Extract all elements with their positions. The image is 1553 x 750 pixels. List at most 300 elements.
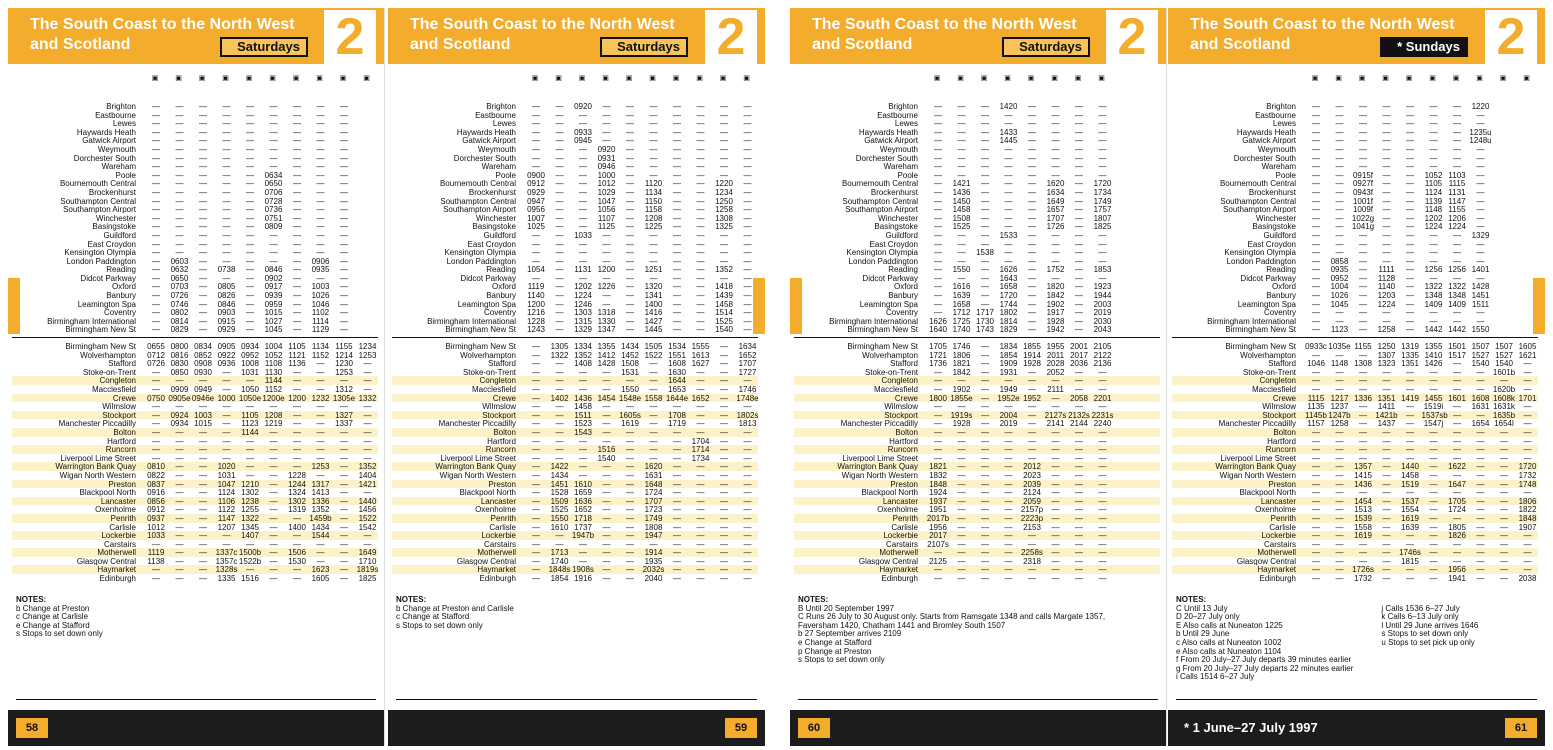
station-name: Lancaster <box>1260 496 1296 506</box>
departure-time: 1144 <box>264 376 283 386</box>
departure-time: — <box>1382 496 1391 506</box>
departure-time: 0935 <box>1330 265 1349 275</box>
station-name: Lewes <box>894 119 918 129</box>
departure-time: — <box>673 565 681 575</box>
departure-time: — <box>555 385 564 394</box>
departure-time: 1015 <box>194 419 212 429</box>
departure-time: 1525 <box>952 222 971 232</box>
departure-time: — <box>293 376 301 386</box>
departure-time: — <box>532 453 540 463</box>
departure-time: — <box>1500 522 1508 532</box>
departure-time: — <box>1075 196 1083 206</box>
departure-time: 1407 <box>241 531 259 541</box>
departure-time: — <box>1429 522 1438 532</box>
departure-time: — <box>934 308 942 318</box>
departure-time: — <box>957 470 966 480</box>
departure-time: — <box>152 153 160 163</box>
departure-time: 0829 <box>170 325 189 335</box>
departure-time: — <box>720 539 728 549</box>
departure-time: 1605 <box>1518 342 1537 352</box>
departure-time: 1139 <box>1424 196 1443 206</box>
departure-time: — <box>743 376 752 386</box>
departure-time: — <box>246 565 254 575</box>
departure-time: — <box>696 179 705 189</box>
reservation-icon: ▣ <box>222 75 229 82</box>
departure-time: — <box>602 436 611 446</box>
departure-time: 1341 <box>644 291 663 301</box>
departure-time: — <box>1429 230 1438 240</box>
table-row <box>392 205 758 214</box>
station-name: Wareham <box>1261 162 1296 172</box>
departure-time: — <box>293 367 301 377</box>
departure-time: 0805 <box>217 282 236 292</box>
departure-time: 1707 <box>644 496 663 506</box>
departure-time: — <box>1429 505 1438 515</box>
station-name: Wolverhampton <box>460 350 516 360</box>
departure-time: 2017b <box>926 513 950 523</box>
table-row <box>12 488 378 497</box>
departure-time: 1200e <box>262 393 285 403</box>
departure-time: — <box>981 230 989 240</box>
departure-time: — <box>696 462 705 472</box>
departure-time: — <box>1453 316 1461 326</box>
timetable-page <box>1168 8 1545 746</box>
departure-time: 1853 <box>1093 265 1112 275</box>
page-footer <box>8 710 384 746</box>
departure-time: — <box>579 445 587 455</box>
departure-time: 0852 <box>194 350 212 360</box>
departure-time: — <box>1359 548 1367 558</box>
departure-time: 1348 <box>1424 291 1443 301</box>
table-row <box>794 505 1160 514</box>
departure-time: — <box>175 470 184 480</box>
station-name: East Croydon <box>1247 239 1296 249</box>
departure-time: — <box>626 119 634 129</box>
departure-time: — <box>1359 230 1367 240</box>
departure-time: 1020 <box>217 462 236 472</box>
departure-time: 1942 <box>1046 325 1065 335</box>
departure-time: 2122 <box>1093 350 1112 360</box>
departure-time: — <box>1335 162 1344 172</box>
timetable <box>392 72 758 583</box>
table-row <box>1172 240 1538 249</box>
departure-time: — <box>1312 153 1320 163</box>
departure-time: — <box>555 419 564 429</box>
departure-time: — <box>175 196 184 206</box>
table-row <box>794 497 1160 506</box>
departure-time: 1608k <box>1493 393 1515 403</box>
departure-time: — <box>199 436 207 446</box>
departure-time: — <box>363 427 372 437</box>
departure-time: — <box>1075 565 1083 575</box>
departure-time: — <box>1335 179 1344 189</box>
departure-time: 1357c <box>215 556 238 566</box>
departure-time: — <box>1359 402 1367 412</box>
departure-time: — <box>673 102 681 111</box>
departure-time: 1319 <box>1401 342 1419 352</box>
departure-time: — <box>1098 522 1107 532</box>
departure-time: — <box>340 565 348 575</box>
departure-time: — <box>1004 196 1013 206</box>
departure-time: — <box>720 153 728 163</box>
departure-time: 1120 <box>644 179 663 189</box>
departure-time: — <box>222 436 231 446</box>
departure-time: 2107s <box>927 539 949 549</box>
departure-time: 0929 <box>527 187 545 197</box>
station-name: Congleton <box>881 376 918 386</box>
departure-time: 1317 <box>311 479 330 489</box>
departure-time: 0736 <box>264 205 283 215</box>
departure-time: — <box>981 102 989 111</box>
departure-time: — <box>1335 127 1344 137</box>
departure-time: — <box>1098 248 1107 258</box>
departure-time: 1558 <box>644 393 663 403</box>
departure-time: — <box>1098 385 1107 394</box>
departure-time: — <box>1004 179 1013 189</box>
departure-time: — <box>1051 273 1060 283</box>
service-symbols <box>392 72 758 102</box>
departure-time: 1155 <box>1354 342 1372 352</box>
departure-time: — <box>696 119 705 129</box>
departure-time: — <box>1098 110 1107 120</box>
departure-time: — <box>1476 213 1485 223</box>
departure-time: — <box>316 419 325 429</box>
departure-time: — <box>1429 470 1438 480</box>
departure-time: 2141 <box>1046 419 1065 429</box>
departure-time: 1550 <box>1471 325 1490 335</box>
departure-time: — <box>934 153 942 163</box>
station-name: Bournemouth Central <box>1219 179 1296 189</box>
departure-time: — <box>363 488 372 498</box>
table-row <box>794 111 1160 120</box>
departure-time: — <box>579 548 587 558</box>
departure-time: 1419 <box>1401 393 1419 403</box>
departure-time: 1228 <box>527 316 545 326</box>
departure-time: 1736 <box>929 359 947 369</box>
station-name: Lewes <box>112 119 136 129</box>
station-name: Wolverhampton <box>1240 350 1296 360</box>
departure-time: — <box>1476 187 1485 197</box>
reservation-icon: ▣ <box>1004 75 1011 82</box>
table-row <box>12 265 378 274</box>
departure-time: — <box>316 556 325 566</box>
departure-time: — <box>1028 376 1036 386</box>
station-name: Banbury <box>486 291 516 301</box>
departure-time: — <box>1453 153 1461 163</box>
departure-time: — <box>981 162 989 172</box>
departure-time: 1413 <box>311 488 330 498</box>
departure-time: — <box>1098 505 1107 515</box>
table-row <box>1172 214 1538 223</box>
departure-time: — <box>1004 402 1013 412</box>
departure-time: 1050 <box>241 385 259 394</box>
departure-time: 1320 <box>644 282 663 292</box>
departure-time: — <box>1335 505 1344 515</box>
station-name: London Paddington <box>1226 256 1296 266</box>
departure-time: — <box>1429 513 1438 523</box>
departure-time: — <box>222 136 231 146</box>
departure-time: — <box>1453 230 1461 240</box>
departure-time: — <box>626 325 634 335</box>
departure-time: — <box>743 110 752 120</box>
departure-time: 1329 <box>1471 230 1490 240</box>
departure-time: 0905e <box>168 393 191 403</box>
station-name: Wigan North Western <box>841 470 918 480</box>
departure-time: — <box>152 291 160 301</box>
departure-time: — <box>1051 522 1060 532</box>
departure-time: 1458 <box>574 402 592 412</box>
departure-time: 1134 <box>644 187 663 197</box>
departure-time: — <box>293 230 301 240</box>
departure-time: 2040 <box>644 574 663 584</box>
station-name: Macclesfield <box>91 385 136 394</box>
departure-time: — <box>602 385 611 394</box>
departure-time: 1327 <box>335 410 353 420</box>
departure-time: — <box>649 162 658 172</box>
departure-time: — <box>1312 316 1320 326</box>
departure-time: — <box>579 213 587 223</box>
reservation-icon: ▣ <box>1429 75 1436 82</box>
departure-time: — <box>981 445 989 455</box>
departure-time: — <box>696 162 705 172</box>
table-row <box>392 480 758 489</box>
departure-time: — <box>316 222 325 232</box>
departure-time: — <box>1028 273 1036 283</box>
departure-time: — <box>1406 376 1414 386</box>
station-name: Guildford <box>885 230 918 240</box>
departure-time: 1527 <box>1495 350 1513 360</box>
departure-time: 0632 <box>170 265 189 275</box>
table-row <box>12 419 378 428</box>
departure-time: — <box>1098 488 1107 498</box>
departure-time: — <box>152 539 160 549</box>
table-row <box>1172 136 1538 145</box>
departure-time: 1746 <box>952 342 971 352</box>
departure-time: — <box>696 470 705 480</box>
departure-time: 1325 <box>715 222 733 232</box>
departure-time: — <box>222 531 231 541</box>
departure-time: — <box>579 256 587 266</box>
departure-time: 1928 <box>1046 316 1065 326</box>
departure-time: — <box>696 513 705 523</box>
departure-time: — <box>199 162 207 172</box>
departure-time: — <box>1004 462 1013 472</box>
day-label: Saturdays <box>600 37 688 57</box>
table-row <box>392 368 758 377</box>
departure-time: 1258 <box>1330 419 1349 429</box>
departure-time: — <box>1429 127 1438 137</box>
station-name: Penrith <box>110 513 136 523</box>
departure-time: — <box>1335 479 1344 489</box>
departure-time: — <box>1098 170 1107 180</box>
departure-time: — <box>1382 256 1391 266</box>
departure-time: — <box>957 248 966 258</box>
departure-time: — <box>1028 427 1036 437</box>
departure-time: 2058 <box>1070 393 1088 403</box>
departure-time: 1501 <box>1448 342 1466 352</box>
departure-time: 1033 <box>574 230 592 240</box>
table-row <box>12 179 378 188</box>
departure-time: 1056 <box>597 205 616 215</box>
station-name: Oxford <box>1271 282 1296 292</box>
departure-time: — <box>981 496 989 506</box>
departure-time: — <box>1406 488 1414 498</box>
departure-time: — <box>222 222 231 232</box>
table-row <box>392 102 758 111</box>
departure-time: — <box>1312 453 1320 463</box>
notes-column <box>798 605 1105 665</box>
departure-time: 1955 <box>1046 342 1065 352</box>
departure-time: — <box>720 127 728 137</box>
departure-time: 1714 <box>691 445 710 455</box>
station-name: Weymouth <box>879 144 918 154</box>
departure-time: 1319 <box>288 505 306 515</box>
departure-time: — <box>340 539 348 549</box>
table-row <box>1172 351 1538 360</box>
departure-time: — <box>1359 316 1367 326</box>
departure-time: — <box>1335 239 1344 249</box>
departure-time: — <box>152 162 160 172</box>
departure-time: 2258s <box>1021 548 1043 558</box>
departure-time: 0920 <box>597 144 616 154</box>
departure-time: — <box>1312 556 1320 566</box>
departure-time: — <box>316 539 325 549</box>
departure-time: — <box>743 213 752 223</box>
departure-time: 1230 <box>335 359 353 369</box>
departure-time: — <box>981 427 989 437</box>
departure-time: — <box>222 110 231 120</box>
station-name: Haywards Heath <box>456 127 516 137</box>
departure-time: — <box>1429 110 1438 120</box>
reservation-icon: ▣ <box>269 75 276 82</box>
table-row <box>794 197 1160 206</box>
departure-time: 1105 <box>1424 179 1443 189</box>
departure-time: — <box>246 222 254 232</box>
departure-time: 1148 <box>1330 359 1349 369</box>
departure-time: — <box>743 548 752 558</box>
departure-time: 1907 <box>1518 522 1537 532</box>
departure-time: — <box>555 162 564 172</box>
departure-time: 1328s <box>215 565 238 575</box>
departure-time: — <box>957 479 966 489</box>
departure-time: — <box>1051 119 1060 129</box>
reservation-icon: ▣ <box>696 75 703 82</box>
table-row <box>1172 111 1538 120</box>
departure-time: 1220 <box>715 179 733 189</box>
departure-time: — <box>649 445 658 455</box>
departure-time: — <box>555 256 564 266</box>
departure-time: 1719 <box>668 419 686 429</box>
departure-time: — <box>199 230 207 240</box>
departure-time: — <box>743 436 752 446</box>
page-footer <box>388 710 765 746</box>
departure-time: — <box>649 170 658 180</box>
departure-time: 1147 <box>1448 196 1466 206</box>
departure-time: — <box>269 445 278 455</box>
departure-time: — <box>1335 453 1344 463</box>
table-row <box>392 342 758 351</box>
station-name: Winchester <box>475 213 516 223</box>
departure-time: — <box>363 531 372 541</box>
departure-time: — <box>696 291 705 301</box>
departure-time: 0810 <box>147 462 165 472</box>
departure-time: — <box>1098 427 1107 437</box>
departure-time: — <box>175 119 184 129</box>
departure-time: — <box>626 265 634 275</box>
station-name: Southampton Airport <box>63 205 136 215</box>
departure-time: 1128 <box>1377 273 1396 283</box>
departure-time: 1124 <box>217 488 236 498</box>
departure-time: 1657 <box>1046 205 1065 215</box>
departure-time: 0712 <box>147 350 165 360</box>
departure-time: — <box>934 230 942 240</box>
departure-time: — <box>1051 556 1060 566</box>
departure-time: — <box>1312 367 1320 377</box>
departure-time: — <box>1382 308 1391 318</box>
departure-time: 0912 <box>527 179 545 189</box>
departure-time: 1402 <box>550 393 569 403</box>
section-divider <box>392 337 758 339</box>
departure-time: — <box>673 256 681 266</box>
departure-time: — <box>340 556 348 566</box>
departure-time: — <box>1453 136 1461 146</box>
departure-time: — <box>626 496 634 506</box>
table-row <box>1172 471 1538 480</box>
departure-time: — <box>152 376 160 386</box>
departure-time: — <box>720 162 728 172</box>
departure-time: — <box>981 522 989 532</box>
departure-time: — <box>602 556 611 566</box>
departure-time: — <box>626 505 634 515</box>
departure-time: — <box>673 470 681 480</box>
departure-time: — <box>720 445 728 455</box>
departure-time: — <box>1335 445 1344 455</box>
departure-time: — <box>1051 505 1060 515</box>
departure-time: 0858 <box>1330 256 1349 266</box>
departure-time: — <box>957 110 966 120</box>
departure-time: — <box>1406 410 1414 420</box>
departure-time: 1409 <box>1424 299 1443 309</box>
reservation-icon: ▣ <box>151 75 159 82</box>
reservation-icon: ▣ <box>1051 75 1058 82</box>
departure-time: — <box>602 522 611 532</box>
departure-time: 1928 <box>952 419 971 429</box>
departure-time: 1147 <box>217 513 236 523</box>
departure-time: 1012 <box>147 522 165 532</box>
departure-time: — <box>555 213 564 223</box>
table-row <box>12 565 378 574</box>
departure-time: — <box>957 548 966 558</box>
table-row <box>12 102 378 111</box>
departure-time: 1119 <box>147 548 165 558</box>
departure-time: — <box>175 144 184 154</box>
departure-time: — <box>1312 325 1320 335</box>
table-row <box>12 128 378 137</box>
departure-time: 1315 <box>574 316 592 326</box>
table-row <box>794 445 1160 454</box>
departure-time: — <box>246 102 254 111</box>
departure-time: — <box>532 110 540 120</box>
departure-time: — <box>293 299 301 309</box>
departure-time: — <box>199 470 207 480</box>
departure-time: 1454 <box>1354 496 1372 506</box>
departure-time: — <box>1500 574 1508 584</box>
departure-time: — <box>1004 153 1013 163</box>
departure-time: — <box>532 248 540 258</box>
departure-time: 0917 <box>264 282 283 292</box>
departure-time: 1509 <box>550 496 569 506</box>
section-number: 2 <box>705 10 757 64</box>
